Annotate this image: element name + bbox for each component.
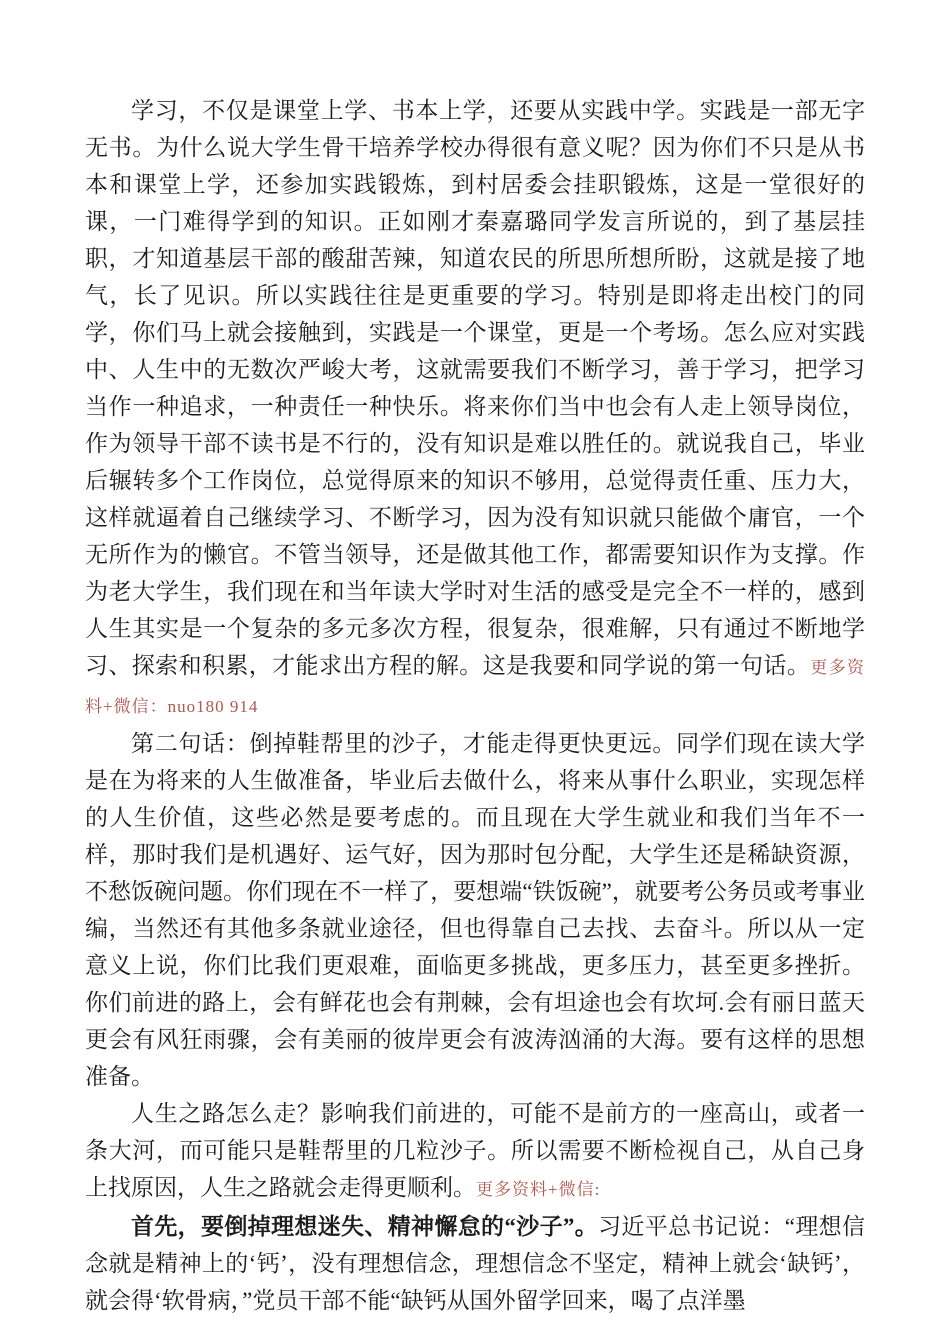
paragraph-1-text: 学习，不仅是课堂上学、书本上学，还要从实践中学。实践是一部无字无书。为什么说大学生骨干培养学校办得很有意义呢？因为你们不只是从书本和课堂上学，还参加实践锻炼，到村居委会挂职锻炼，这是一堂很好的课，一门难得学到的知识。正如刚才秦嘉璐同学发言所说的，到了基层挂职，才知道基层干部的酸甜苦辣，知道农民的所思所想所盼，这就是接了地气，长了见识。所以实践往往是更重要的学习。特别是即将走出校门的同学，你们马上就会接触到，实践是一个课堂，更是一个考场。怎么应对实践中、人生中的无数次严峻大考，这就需要我们不断学习，善于学习，把学习当作一种追求，一种责任一种快乐。将来你们当中也会有人走上领导岗位，作为领导干部不读书是不行的，没有知识是难以胜任的。就说我自己，毕业后辗转多个工作岗位，总觉得原来的知识不够用，总觉得责任重、压力大，这样就逼着自己继续学习、不断学习，因为没有知识就只能做个庸官，一个无所作为的懒官。不管当领导，还是做其他工作，都需要知识作为支撑。作为老大学生，我们现在和当年读大学时对生活的感受是完全不一样的，感到人生其实是一个复杂的多元多次方程，很复杂，很难解，只有通过不断地学习、探索和积累，才能求出方程的解。这是我要和同学说的第一句话。 bbox=[85, 98, 865, 678]
paragraph-4-text: 习近平总书记说：“理想信念就是精神上的‘钙’，没有理想信念，理想信念不坚定，精神上就会‘缺钙’，就会得‘软骨病，”党员干部不能“缺钙从国外留学回来，喝了点洋墨 bbox=[85, 1214, 865, 1313]
paragraph-2-text: 第二句话：倒掉鞋帮里的沙子，才能走得更快更远。同学们现在读大学是在为将来的人生做准备，毕业后去做什么，将来从事什么职业，实现怎样的人生价值，这些必然是要考虑的。而且现在大学生就业和我们当年不一样，那时我们是机遇好、运气好，因为那时包分配，大学生还是稀缺资源，不愁饭碗问题。你们现在不一样了，要想端“铁饭碗”，就要考公务员或考事业编，当然还有其他多条就业途径，但也得靠自己去找、去奋斗。所以从一定意义上说，你们比我们更艰难，面临更多挑战，更多压力，甚至更多挫折。你们前进的路上，会有鲜花也会有荆棘，会有坦途也会有坎坷.会有丽日蓝天更会有风狂雨骤，会有美丽的彼岸更会有波涛汹涌的大海。要有这样的思想准备。 bbox=[85, 731, 865, 1089]
watermark-text-2: 更多资料+微信: bbox=[476, 1180, 601, 1199]
paragraph-4-bold-lead: 首先，要倒掉理想迷失、精神懈怠的“沙子”。 bbox=[131, 1214, 599, 1239]
paragraph-second-sentence bbox=[85, 725, 865, 1095]
paragraph-road-of-life bbox=[85, 1095, 865, 1208]
paragraph-3-text: 人生之路怎么走？影响我们前进的，可能不是前方的一座高山，或者一条大河，而可能只是鞋帮里的几粒沙子。所以需要不断检视自己，从自己身上找原因，人生之路就会走得更顺利。 bbox=[85, 1101, 865, 1200]
watermark-text-1: 更多资料+微信：nuo180 914 bbox=[85, 658, 866, 716]
paragraph-first-point bbox=[85, 1208, 865, 1319]
paragraph-learning-from-practice bbox=[85, 92, 865, 725]
